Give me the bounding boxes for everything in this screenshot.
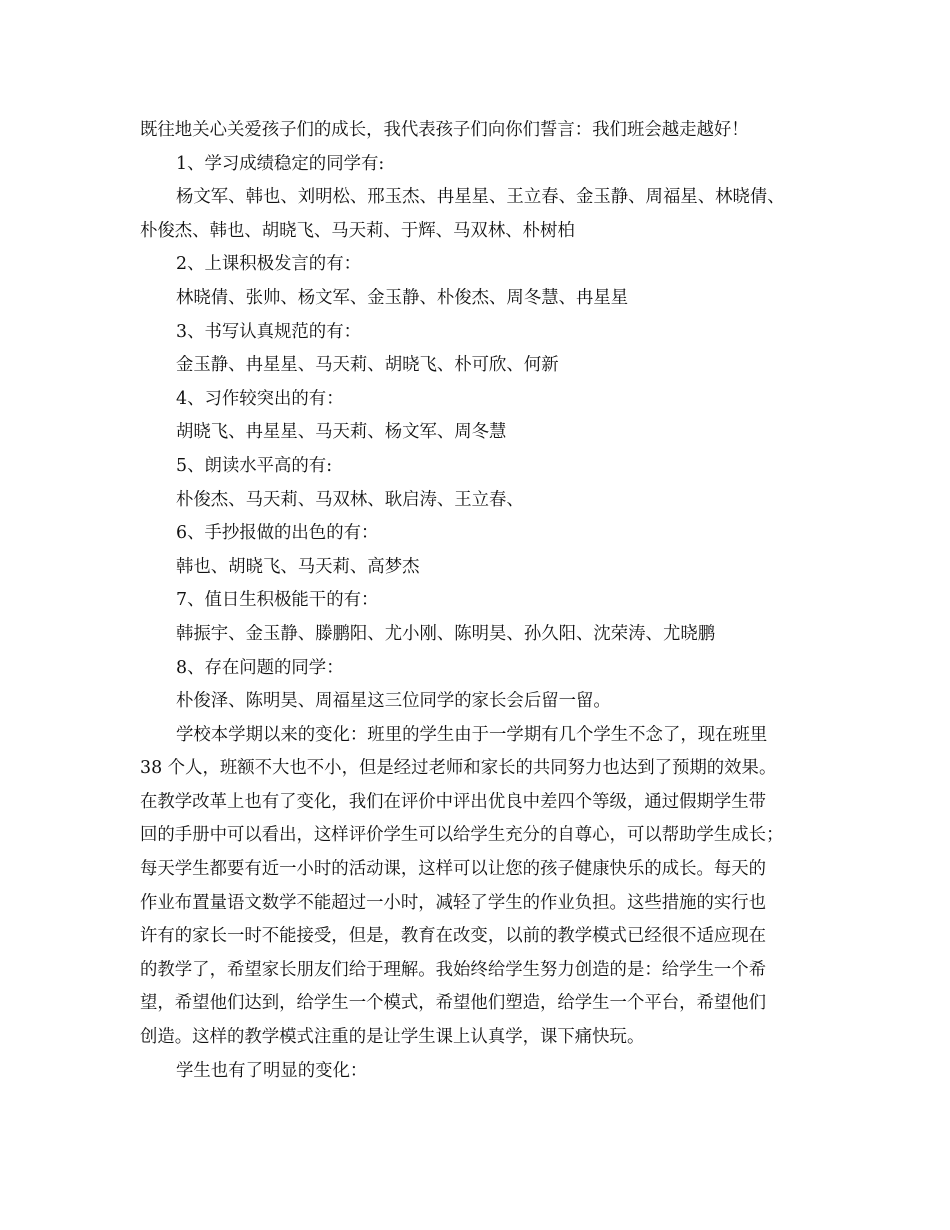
section-heading-5: 5、朗读水平高的有: [176,455,333,476]
paragraph-line: 作业布置量语文数学不能超过一小时，减轻了学生的作业负担。这些措施的实行也 [140,892,767,913]
paragraph-line: 望，希望他们达到，给学生一个模式，希望他们塑造，给学生一个平台，希望他们 [140,993,767,1014]
paragraph-line: 38 个人，班额不大也不小，但是经过老师和家长的共同努力也达到了预期的效果。 [140,758,777,779]
section-heading-1: 1、学习成绩稳定的同学有: [176,153,385,174]
name-list-line: 韩振宇、金玉静、滕鹏阳、尤小刚、陈明昊、孙久阳、沈荣涛、尤晓鹏 [176,623,716,644]
section-heading-3: 3、书写认真规范的有： [176,321,361,342]
paragraph-line: 许有的家长一时不能接受，但是，教育在改变，以前的教学模式已经很不适应现在 [140,926,767,947]
name-list-line: 朴俊泽、陈明昊、周福星这三位同学的家长会后留一留。 [176,691,611,712]
paragraph-line: 既往地关心关爱孩子们的成长，我代表孩子们向你们誓言：我们班会越走越好！ [140,120,749,140]
document-body [140,114,830,1088]
name-list-line: 韩也、胡晓飞、马天莉、高梦杰 [176,556,420,577]
paragraph-line: 创造。这样的教学模式注重的是让学生课上认真学，课下痛快玩。 [140,1027,645,1048]
paragraph-line: 学校本学期以来的变化：班里的学生由于一学期有几个学生不念了，现在班里 [176,724,768,745]
paragraph-line: 每天学生都要有近一小时的活动课，这样可以让您的孩子健康快乐的成长。每天的 [140,859,767,880]
name-list-line: 林晓倩、张帅、杨文军、金玉静、朴俊杰、周冬慧、冉星星 [176,287,629,308]
name-list-line: 朴俊杰、马天莉、马双林、耿启涛、王立春、 [176,489,524,510]
name-list-line: 金玉静、冉星星、马天莉、胡晓飞、朴可欣、何新 [176,355,559,376]
section-heading-7: 7、值日生积极能干的有： [176,590,379,611]
name-list-line: 胡晓飞、冉星星、马天莉、杨文军、周冬慧 [176,422,507,443]
name-list-line: 朴俊杰、韩也、胡晓飞、马天莉、于辉、马双林、朴树柏 [140,220,575,241]
paragraph-line: 回的手册中可以看出，这样评价学生可以给学生充分的自尊心，可以帮助学生成长； [140,825,784,846]
section-heading-8: 8、存在问题的同学： [176,657,344,678]
paragraph-line: 在教学改革上也有了变化，我们在评价中评出优良中差四个等级，通过假期学生带 [140,791,767,812]
section-heading-2: 2、上课积极发言的有： [176,254,361,275]
paragraph-line: 学生也有了明显的变化： [176,1060,368,1081]
section-heading-4: 4、习作较突出的有： [176,388,344,409]
paragraph-line: 的教学了，希望家长朋友们给于理解。我始终给学生努力创造的是：给学生一个希 [140,959,767,980]
name-list-line: 杨文军、韩也、刘明松、邢玉杰、冉星星、王立春、金玉静、周福星、林晓倩、 [176,187,785,208]
section-heading-6: 6、手抄报做的出色的有： [176,523,379,544]
